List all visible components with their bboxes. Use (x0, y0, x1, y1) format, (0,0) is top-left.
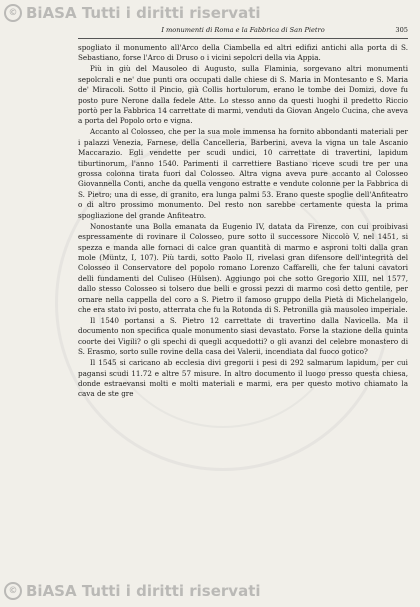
document-page (78, 0, 408, 607)
running-title: I monumenti di Roma e la Fabbrica di San Pietro (161, 26, 325, 34)
copyright-icon: © (4, 4, 22, 22)
paragraph-4: Nonostante una Bolla emanata da Eugenio IV, datata da Firenze, con cui proibivasi espressamente di rovinare il Colosseo, pure sotto il successore Niccolò V, nel 1451, si spezza e manda alle fornaci di calce gran quantità di marmo e asproni tolti dalla gran mole (Müntz, I, 107). Più tardi, sotto Paolo II, rivelasi gran difensore dell'integrità del Colosseo il Conservatore del popolo romano Lorenzo Caffarelli, che fer taluni cavatori delli fundamenti del Culiseo (Hülsen). Aggiungo poi che sotto Gregorio XIII, nel 1577, dallo stesso Colosseo si tolsero due belli e grossi pezzi di marmo così detto gentile, per ornare nella cappella del coro a S. Pietro il famoso gruppo della Pietà di Michelangelo, che era stato ivi posto, atterrata che fu la Rotonda di S. Petronilla già mausoleo imperiale. (78, 221, 408, 314)
paragraph-1: spogliato il monumento all'Arco della Ciambella ed altri edifizi antichi alla porta di S. Sebastiano, forse l'Arco di Druso o i vicini sepolcri della via Appia. (78, 43, 408, 63)
watermark-bottom (4, 582, 261, 600)
paragraph-6: Il 1545 si caricano ab ecclesia divi gregorii i pesi di 292 salmarum lapidum, per cui pagansi scudi 11.72 e altre 57 misure. In altro documento il luogo presso questa chiesa, donde estraevansi molti e molti materiali e marmi, era per questo motivo chiamato la cava de ste gre (78, 358, 408, 399)
body-text (78, 43, 408, 400)
paragraph-3: Accanto al Colosseo, che per la sua mole immensa ha fornito abbondanti materiali per i palazzi Venezia, Farnese, della Cancelleria, Barberini, aveva la vigna un tale Ascanio Maccarazio. Egli vendette per scudi undici, 10 carrettate di travertini, lapidum tiburtinorum, l'anno 1540. Parimenti il carrettiere Bastiano riceve scudi tre per una grossa colonna tirata fuori dal Colosseo. Altra vigna aveva pure accanto al Colosseo Giovannella Conti, anche da quella vengono estratte e vendute colonne per la Fabbrica di S. Pietro; una di esse, di granito, era lunga palmi 53. Erano queste spoglie dell'Anfiteatro o di altro prossimo monumento. Del resto non sarebbe certamente questa la prima spogliazione del grande Anfiteatro. (78, 127, 408, 220)
watermark-bottom-text: BiASA Tutti i diritti riservati (26, 582, 261, 600)
paragraph-2: Più in giù del Mausoleo di Augusto, sulla Flaminia, sorgevano altri monumenti sepolcrali e ne' due punti ora occupati dalle chiese di S. Maria in Montesanto e S. Maria de' Miracoli. Sotto il Pincio, già Collis hortulorum, erano le tombe dei Domizi, dove fu posto pure Nerone dalla fedele Atte. Lo stesso anno da questi luoghi il predetto Riccio portò per la Fabbrica 14 carrettate di marmi, venduti da Giovan Angelo Cucina, che aveva a porta del Popolo orto e vigna. (78, 64, 408, 126)
running-header (78, 26, 408, 34)
paragraph-5: Il 1540 portansi a S. Pietro 12 carrettate di travertino dalla Navicella. Ma il documento non specifica quale monumento siasi devastato. Forse la stazione della quinta coorte dei Vigili? o gli spechi di quegli acquedotti? o gli avanzi del celebre monastero di S. Erasmo, sorto sulle rovine della casa dei Valerii, incendiata dal fuoco gotico? (78, 315, 408, 357)
header-rule (78, 38, 408, 39)
copyright-icon: © (4, 582, 22, 600)
watermark-top-text: BiASA Tutti i diritti riservati (26, 4, 261, 22)
page-number: 305 (395, 26, 408, 34)
